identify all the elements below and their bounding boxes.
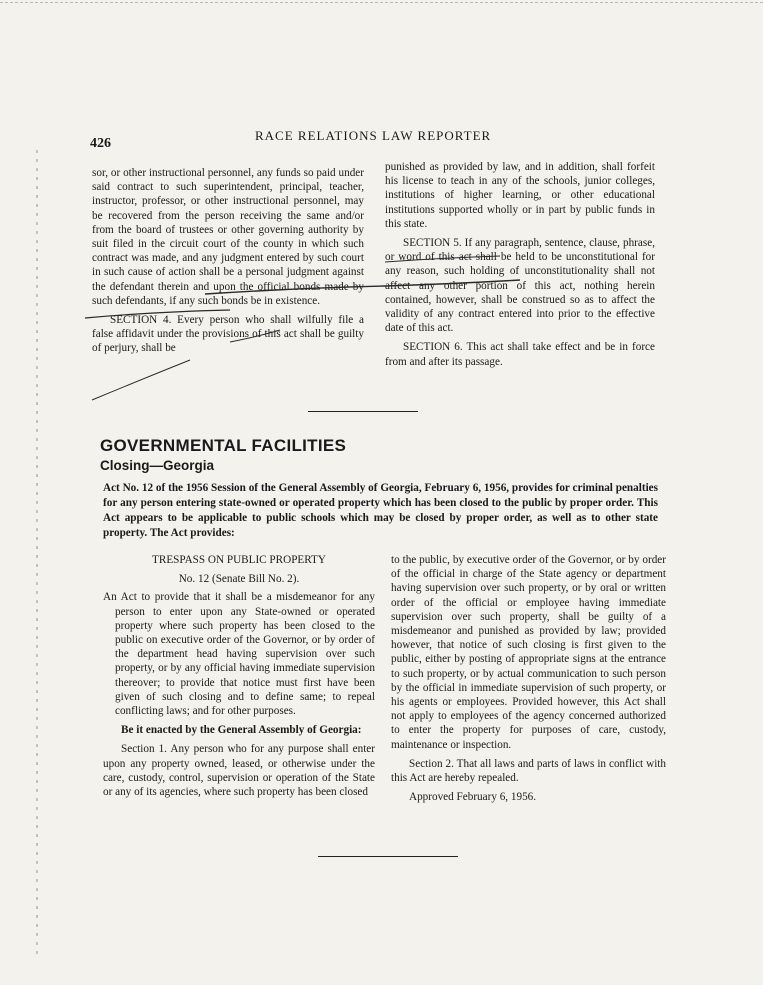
- act-section-2: Section 2. That all laws and parts of laws in conflict with this Act are hereby repealed.: [391, 757, 666, 785]
- paragraph: sor, or other instructional personnel, any funds so paid under said contract to such superintendent, principal, teacher, instructor, professor, or other instructional personnel, may be recovered from the person receiving the same and/or from the board of trustees or other governing authority by suit filed in the circuit court of the county in which such contract was made, and any judgment entered by such court in such cause of action shall be a personal judgment against the defendant therein and upon the official bonds made by such defendants, if any such bonds be in existence.: [92, 167, 364, 307]
- divider-rule-bottom: [318, 856, 458, 857]
- section-subtitle: Closing—Georgia: [100, 458, 215, 473]
- act-right-column: [391, 553, 666, 809]
- top-right-column: [385, 160, 655, 374]
- paragraph-section-4: SECTION 4. Every person who shall wilfully file a false affidavit under the provisions of this act shall be guilty of perjury, shall be: [92, 314, 364, 355]
- running-head: RACE RELATIONS LAW REPORTER: [255, 128, 492, 143]
- approval-line: Approved February 6, 1956.: [409, 791, 537, 804]
- act-section-1-continued: to the public, by executive order of the Governor, or by order of the official in charge of the State agency or department having supervision over such property, or by oral or written order of the official or employee having immediate supervision over such property, shall be guilty of a misdemeanor and punished as provided by law; provided however, that notice of such closing is first given to the public, either by posting of appropriate signs at the entrance to such property, or by actual communication to such person by the official in immediate supervision of such property, or his agents or employees. Provided however, this Act shall not apply to employees of the agency concerned authorized to enter the property for purposes of care, custody, maintenance or inspection.: [391, 554, 666, 751]
- paragraph-section-5: SECTION 5. If any paragraph, sentence, clause, phrase, or word of this act shall be held to be unconstitutional for any reason, such holding of unconstitutionality shall not affect any other portion of this act, nothing herein contained, however, shall be construed so as to affect the validity of any contract entered into prior to the effective date of this act.: [385, 237, 655, 335]
- paragraph: punished as provided by law, and in addition, shall forfeit his license to teach in any of the schools, junior colleges, institutions of higher learning, or other educational institutions supported wholly or in part by public funds in this state.: [385, 161, 655, 230]
- binding-gutter-marks: [36, 150, 38, 960]
- divider-rule: [308, 411, 418, 412]
- act-intro: An Act to provide that it shall be a misdemeanor for any person to enter upon any State-owned or operated property where such property has been closed to the public on executive order of the Governor, or by order of the department head having supervision over such property, or by any official having immediate supervision thereover; to provide that notice must first have been given of such closing and to define same; to repeal conflicting laws; and for other purposes.: [103, 591, 375, 718]
- act-heading: TRESPASS ON PUBLIC PROPERTY: [152, 554, 326, 566]
- section-summary: Act No. 12 of the 1956 Session of the General Assembly of Georgia, February 6, 1956, provides for criminal penalties for any person entering state-owned or operated property which has been closed to the public by proper order. This Act appears to be applicable to public schools which may be closed by proper order, as well as to other state property. The Act provides:: [103, 482, 658, 539]
- scan-edge: [0, 2, 763, 3]
- paragraph-section-6: SECTION 6. This act shall take effect and be in force from and after its passage.: [385, 341, 655, 368]
- top-left-column: [92, 166, 364, 361]
- page-number: 426: [90, 136, 111, 151]
- act-left-column: [103, 553, 375, 804]
- act-subheading: No. 12 (Senate Bill No. 2).: [178, 573, 300, 586]
- section-title: GOVERNMENTAL FACILITIES: [100, 436, 347, 455]
- act-section-1: Section 1. Any person who for any purpose shall enter upon any property owned, leased, or otherwise under the care, custody, control, supervision or operation of the State or any of its agencies, where such property has been closed: [103, 743, 375, 799]
- enacting-clause: Be it enacted by the General Assembly of Georgia:: [121, 724, 362, 737]
